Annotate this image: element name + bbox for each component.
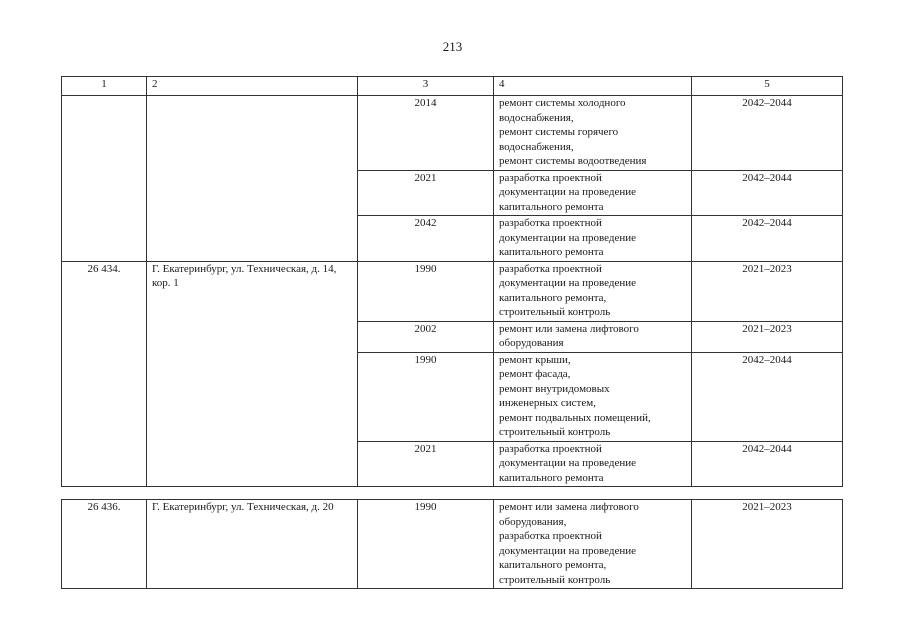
work-line: разработка проектной (499, 442, 602, 455)
period-cell: 2042–2044 (692, 216, 843, 262)
work-line: оборудования (499, 337, 564, 349)
repair-schedule-table (61, 76, 843, 487)
period-cell: 2021–2023 (692, 500, 843, 589)
repair-schedule-table-continued (61, 499, 843, 589)
work-line: строительный контроль (499, 573, 611, 586)
address-cell (147, 96, 358, 262)
period-cell: 2042–2044 (692, 441, 843, 487)
year-cell: 1990 (358, 352, 494, 441)
work-line: документации на проведение (499, 231, 637, 244)
year-cell: 2002 (358, 321, 494, 352)
header-col-2: 2 (147, 77, 358, 96)
work-line: капитального ремонта, (499, 291, 607, 304)
work-cell (494, 352, 692, 441)
work-line: капитального ремонта, (499, 559, 607, 571)
work-line: документации на проведение (499, 277, 637, 289)
work-line: строительный контроль (499, 306, 611, 318)
year-cell: 2014 (358, 96, 494, 171)
work-cell (494, 216, 692, 262)
work-line: документации на проведение (499, 544, 637, 557)
period-cell: 2042–2044 (692, 352, 843, 441)
header-col-4: 4 (494, 77, 692, 96)
year-cell: 1990 (358, 500, 494, 589)
work-line: разработка проектной (499, 217, 602, 229)
work-line: ремонт или замена лифтового (499, 322, 639, 335)
work-line: ремонт крыши, (499, 353, 571, 366)
work-line: оборудования, (499, 515, 567, 528)
work-line: водоснабжения, (499, 111, 574, 124)
period-cell: 2042–2044 (692, 96, 843, 171)
year-cell: 2042 (358, 216, 494, 262)
work-line: ремонт подвальных помещений, (499, 411, 651, 424)
work-cell (494, 96, 692, 171)
work-line: капитального ремонта (499, 471, 604, 484)
work-line: разработка проектной (499, 171, 602, 184)
entry-number-cell: 26 436. (62, 500, 147, 589)
address-cell: Г. Екатеринбург, ул. Техническая, д. 14, кор. 1 (147, 261, 358, 487)
header-col-3: 3 (358, 77, 494, 96)
work-line: капитального ремонта (499, 246, 604, 258)
work-line: капитального ремонта (499, 200, 604, 213)
table-row (62, 261, 843, 321)
period-cell: 2021–2023 (692, 321, 843, 352)
work-line: водоснабжения, (499, 140, 574, 153)
work-line: ремонт или замена лифтового (499, 501, 639, 513)
work-line: ремонт системы холодного (499, 97, 626, 109)
work-cell (494, 321, 692, 352)
address-cell: Г. Екатеринбург, ул. Техническая, д. 20 (147, 500, 358, 589)
work-line: документации на проведение (499, 186, 637, 198)
year-cell: 2021 (358, 441, 494, 487)
entry-number-cell (62, 96, 147, 262)
work-line: разработка проектной (499, 262, 602, 275)
period-cell: 2021–2023 (692, 261, 843, 321)
work-line: ремонт системы горячего (499, 126, 619, 138)
work-cell (494, 170, 692, 216)
year-cell: 1990 (358, 261, 494, 321)
table-header-row (62, 77, 843, 96)
work-cell (494, 500, 692, 589)
header-col-1: 1 (62, 77, 147, 96)
work-cell (494, 441, 692, 487)
work-cell (494, 261, 692, 321)
page-number: 213 (442, 39, 463, 54)
period-cell: 2042–2044 (692, 170, 843, 216)
header-col-5: 5 (692, 77, 843, 96)
work-line: инженерных систем, (499, 397, 596, 409)
work-line: ремонт системы водоотведения (499, 155, 647, 167)
table-row (62, 500, 843, 589)
work-line: разработка проектной (499, 530, 602, 542)
year-cell: 2021 (358, 170, 494, 216)
work-line: документации на проведение (499, 457, 637, 469)
table-row (62, 96, 843, 171)
work-line: ремонт фасада, (499, 368, 571, 380)
entry-number-cell: 26 434. (62, 261, 147, 487)
work-line: строительный контроль (499, 426, 611, 438)
work-line: ремонт внутридомовых (499, 382, 610, 395)
